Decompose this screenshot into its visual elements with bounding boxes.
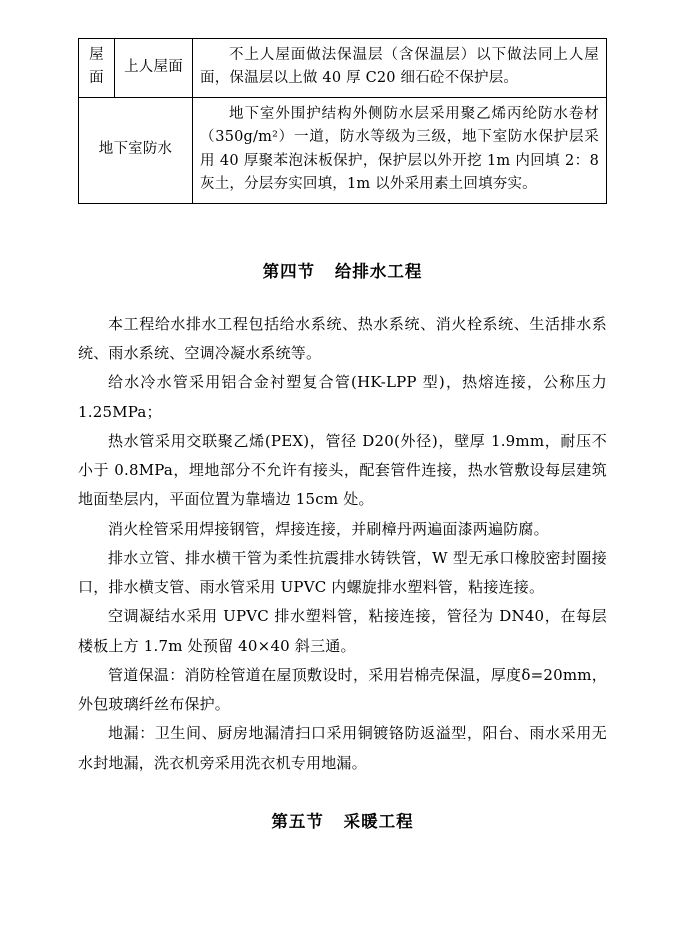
section-title: 给排水工程 xyxy=(334,261,423,281)
section-number: 第五节 xyxy=(271,811,324,831)
section-heading-5 xyxy=(78,808,607,832)
paragraph: 本工程给水排水工程包括给水系统、热水系统、消火栓系统、生活排水系统、雨水系统、空调冷凝水系统等。 xyxy=(78,314,607,363)
construction-spec-table xyxy=(78,38,607,204)
paragraph: 消火栓管采用焊接钢管，焊接连接，并刷樟丹两遍面漆两遍防腐。 xyxy=(108,519,549,538)
table-cell-subcategory: 上人屋面 xyxy=(115,39,193,98)
table-cell-category: 屋面 xyxy=(79,39,115,98)
section-title: 采暖工程 xyxy=(343,811,414,831)
table-row xyxy=(79,39,607,98)
table-cell-description: 不上人屋面做法保温层（含保温层）以下做法同上人屋面，保温层以上做 40 厚 C20 细石砼不保护层。 xyxy=(193,39,607,98)
paragraph: 排水立管、排水横干管为柔性抗震排水铸铁管，W 型无承口橡胶密封圈接口，排水横支管、雨水管采用 UPVC 内螺旋排水塑料管，粘接连接。 xyxy=(78,548,607,597)
paragraph: 空调凝结水采用 UPVC 排水塑料管，粘接连接，管径为 DN40，在每层楼板上方 1.7m 处预留 40×40 斜三通。 xyxy=(78,607,607,655)
paragraph: 给水冷水管采用铝合金衬塑复合管(HK-LPP 型)，热熔连接，公称压力 1.25MPa； xyxy=(78,373,607,421)
section-number: 第四节 xyxy=(262,261,316,281)
table-cell-category-merged: 地下室防水 xyxy=(79,97,193,203)
paragraph: 热水管采用交联聚乙烯(PEX)，管径 D20(外径)，壁厚 1.9mm，耐压不小于 0.8MPa，埋地部分不允许有接头，配套管件连接，热水管敷设每层建筑地面垫层内，平面位置为靠墙边 15cm 处。 xyxy=(78,431,607,509)
section-heading-4 xyxy=(78,258,607,282)
table-row xyxy=(79,97,607,203)
table-cell-description: 地下室外围护结构外侧防水层采用聚乙烯丙纶防水卷材（350g/m²）一道，防水等级为三级，地下室防水保护层采用 40 厚聚苯泡沫板保护，保护层以外开挖 1m 内回填 2：8 灰土，分层夯实回填，1m 以外采用素土回填夯实。 xyxy=(193,97,607,203)
section-4-body xyxy=(78,310,607,778)
paragraph: 地漏：卫生间、厨房地漏清扫口采用铜镀铬防返溢型，阳台、雨水采用无水封地漏，洗衣机旁采用洗衣机专用地漏。 xyxy=(78,724,607,772)
paragraph: 管道保温：消防栓管道在屋顶敷设时，采用岩棉壳保温，厚度δ=20mm，外包玻璃纤丝布保护。 xyxy=(78,665,607,714)
